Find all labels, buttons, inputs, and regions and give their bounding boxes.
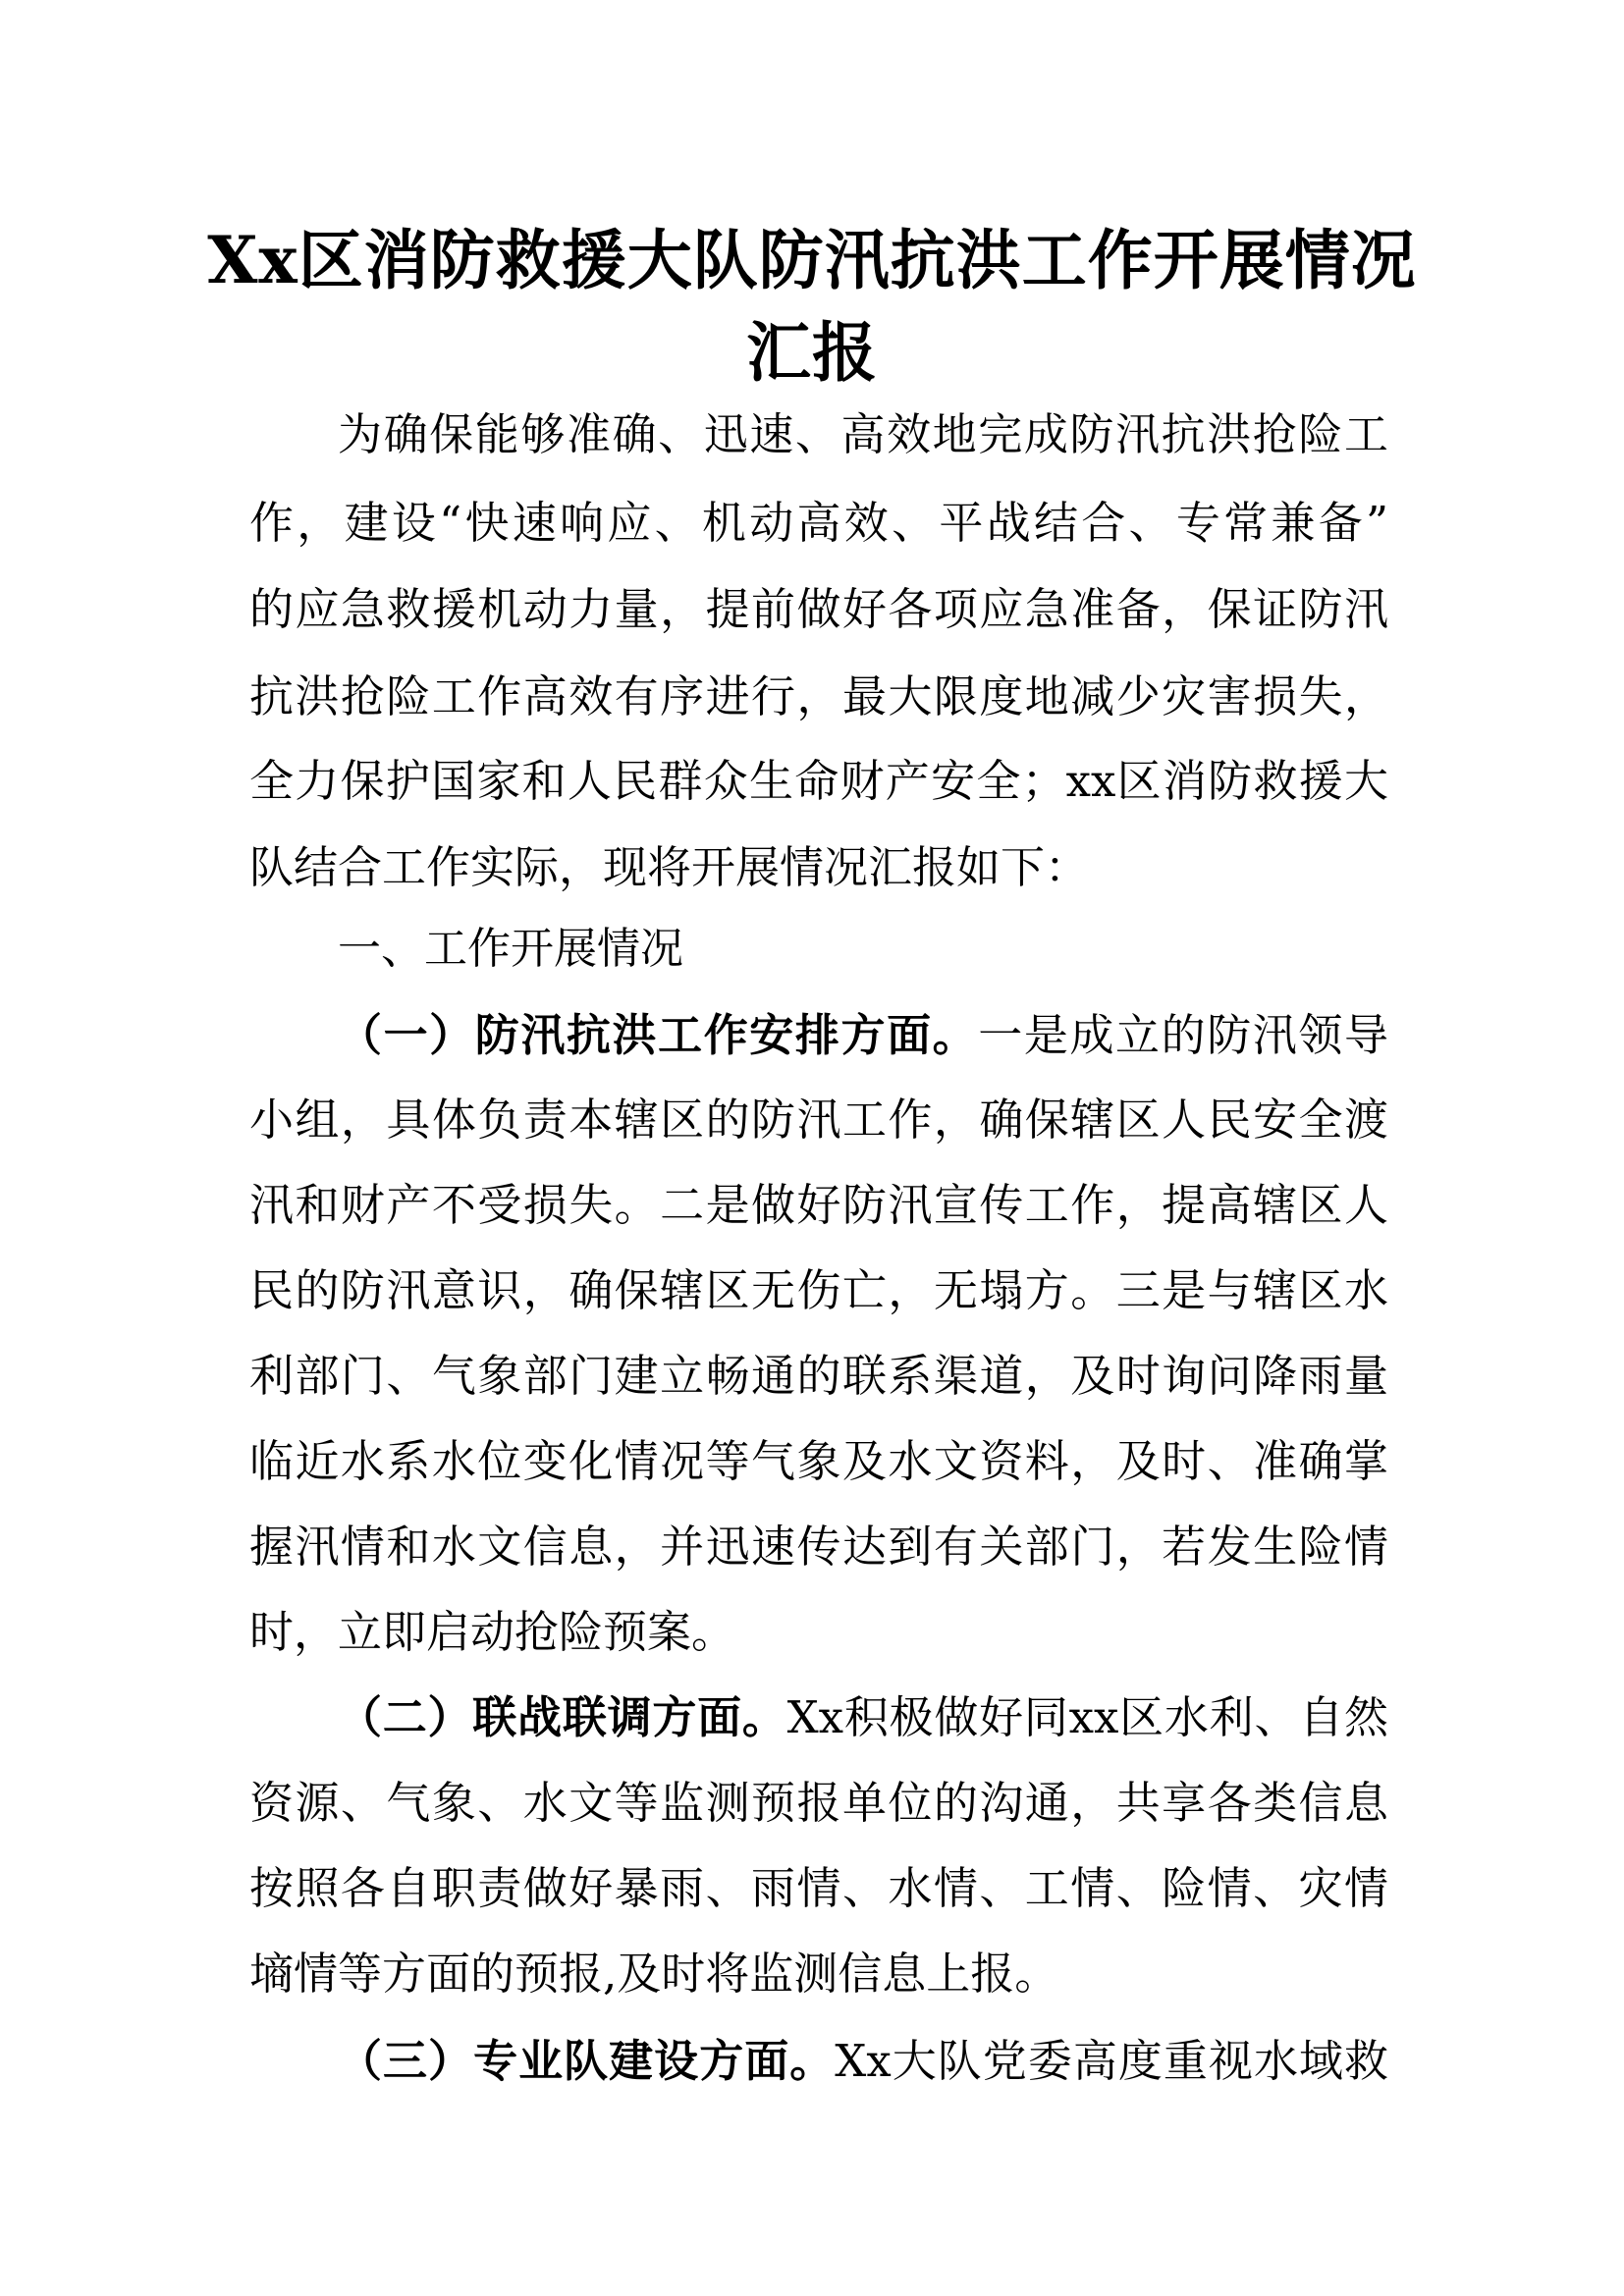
subsection-2-line: 资源、气象、水文等监测预报单位的沟通，共享各类信息 xyxy=(249,1777,1388,1829)
intro-line-6: 队结合工作实际，现将开展情况汇报如下： xyxy=(249,841,1090,893)
subsection-1-line: 临近水系水位变化情况等气象及水文资料，及时、准确掌 xyxy=(249,1435,1388,1487)
subsection-1-line: 汛和财产不受损失。二是做好防汛宣传工作，提高辖区人 xyxy=(249,1179,1388,1231)
subsection-1-line: 民的防汛意识，确保辖区无伤亡，无塌方。三是与辖区水 xyxy=(249,1264,1388,1316)
subsection-1-line: 利部门、气象部门建立畅通的联系渠道，及时询问降雨量 xyxy=(249,1350,1388,1402)
subsection-2-first-line xyxy=(338,1688,1388,1747)
section-heading: 一、工作开展情况 xyxy=(338,924,683,974)
subsection-3-first-line xyxy=(338,2032,1388,2091)
document-title-line-1: Xx区消防救援大队防汛抗洪工作开展情况 xyxy=(207,222,1417,298)
subsection-1-line: 握汛情和水文信息，并迅速传达到有关部门，若发生险情 xyxy=(249,1521,1388,1573)
subsection-2-first-text: Xx积极做好同xx区水利、自然 xyxy=(786,1691,1388,1743)
subsection-2-line: 按照各自职责做好暴雨、雨情、水情、工情、险情、灾情 xyxy=(249,1862,1388,1914)
intro-line-2: 作，建设“快速响应、机动高效、平战结合、专常兼备” xyxy=(249,497,1388,549)
intro-line-1: 为确保能够准确、迅速、高效地完成防汛抗洪抢险工 xyxy=(338,408,1388,460)
intro-line-3: 的应急救援机动力量，提前做好各项应急准备，保证防汛 xyxy=(249,583,1388,635)
subsection-1-first-line xyxy=(338,1006,1388,1065)
subsection-1-line: 时，立即启动抢险预案。 xyxy=(249,1606,736,1658)
subsection-1-line: 小组，具体负责本辖区的防汛工作，确保辖区人民安全渡 xyxy=(249,1094,1388,1146)
subsection-3-first-text: Xx大队党委高度重视水域救 xyxy=(835,2035,1388,2087)
intro-line-5: 全力保护国家和人民群众生命财产安全；xx区消防救援大 xyxy=(249,755,1388,807)
subsection-2-label: （二）联战联调方面。 xyxy=(338,1691,787,1743)
subsection-1-label: （一）防汛抗洪工作安排方面。 xyxy=(338,1009,979,1061)
intro-line-4: 抗洪抢险工作高效有序进行，最大限度地减少灾害损失， xyxy=(249,670,1388,722)
subsection-2-line: 墒情等方面的预报,及时将监测信息上报。 xyxy=(249,1948,1059,2000)
subsection-3-label: （三）专业队建设方面。 xyxy=(338,2035,836,2087)
document-title-line-2: 汇报 xyxy=(746,314,878,391)
subsection-1-first-text: 一是成立的防汛领导 xyxy=(978,1009,1388,1061)
